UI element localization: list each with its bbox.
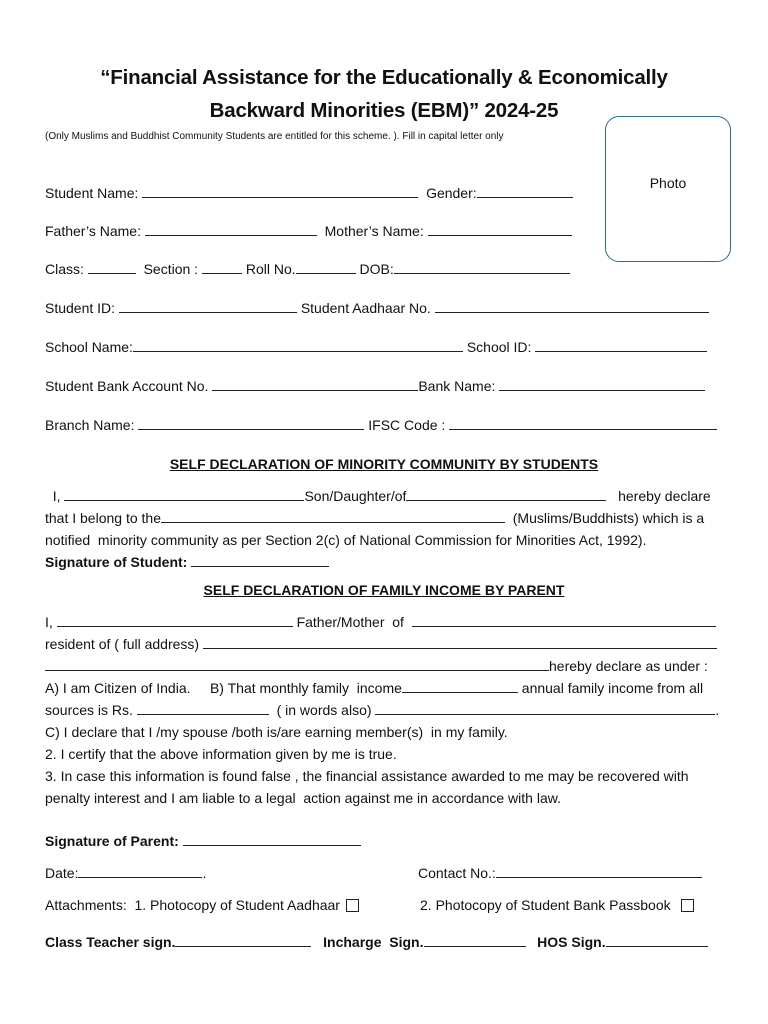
incharge-sign-field[interactable] [424,934,526,947]
date-field[interactable] [78,865,202,878]
hereby-declare-label: hereby declare [618,488,711,504]
address-field-1[interactable] [203,636,717,649]
son-daughter-label: Son/Daughter/of [304,488,407,504]
parents-row [45,223,572,239]
form-title-line-1: “Financial Assistance for the Educationally & Economically [100,66,668,89]
signatures-row [45,934,708,950]
section-field[interactable] [202,261,242,274]
minority-parent-name-field[interactable] [406,488,606,501]
class-teacher-sign-label: Class Teacher sign. [45,934,176,950]
hos-sign-field[interactable] [606,934,708,947]
mother-name-label: Mother’s Name: [324,223,424,239]
annual-income-label: annual family income from all [521,680,704,696]
school-id-label: School ID: [466,339,532,355]
passbook-checkbox[interactable] [681,899,694,912]
attachment-passbook-label: 2. Photocopy of Student Bank Passbook [420,897,671,913]
monthly-income-field[interactable] [402,680,518,693]
gender-label: Gender: [426,185,477,201]
bank-name-field[interactable] [499,378,705,391]
class-label: Class: [45,261,84,277]
income-words-dot: . [715,702,720,718]
minority-line-1 [45,488,711,504]
aadhaar-checkbox[interactable] [346,899,359,912]
minority-declaration-heading: SELF DECLARATION OF MINORITY COMMUNITY BY STUDENTS [169,456,599,472]
income-line-5 [45,702,719,718]
attachment-aadhaar-label: Attachments: 1. Photocopy of Student Aadhaar [45,897,340,913]
income-line-4 [45,680,703,696]
incharge-sign-label: Incharge Sign. [323,934,424,950]
date-label: Date: [45,865,79,881]
dob-label: DOB: [359,261,394,277]
income-declaration-heading: SELF DECLARATION OF FAMILY INCOME BY PARENT [203,582,565,598]
student-id-label: Student ID: [45,300,116,316]
section-label: Section : [143,261,199,277]
annual-income-rs-field[interactable] [137,702,269,715]
in-words-label: ( in words also) [276,702,372,718]
parent-signature-row [45,833,361,849]
father-name-label: Father’s Name: [45,223,141,239]
income-line-1 [45,614,716,630]
school-row [45,339,707,355]
resident-label: resident of ( full address) [45,636,200,652]
class-teacher-sign-field[interactable] [175,934,311,947]
student-id-field[interactable] [119,300,297,313]
muslims-buddhists-label: (Muslims/Buddhists) which is a [512,510,705,526]
father-name-field[interactable] [145,223,317,236]
father-mother-label: Father/Mother of [296,614,404,630]
school-name-label: School Name: [45,339,133,355]
declaration-3b: penalty interest and I am liable to a legal action against me in accordance with law. [45,790,561,806]
date-dot: . [202,865,207,881]
ward-name-field[interactable] [412,614,716,627]
citizen-label: A) I am Citizen of India. [45,680,191,696]
student-name-label: Student Name: [45,185,139,201]
form-title-line-2: Backward Minorities (EBM)” 2024-25 [209,99,559,122]
sources-label: sources is Rs. [45,702,133,718]
contact-row [418,865,702,881]
class-row [45,261,570,277]
student-name-field[interactable] [142,185,418,198]
photo-box[interactable] [605,116,731,262]
bank-name-label: Bank Name: [418,378,496,394]
ifsc-field[interactable] [449,417,717,430]
ifsc-label: IFSC Code : [368,417,446,433]
income-line-3 [45,658,708,674]
income-in-words-field[interactable] [375,702,715,715]
declaration-2: 2. I certify that the above information given by me is true. [45,746,397,762]
income-line-2 [45,636,717,652]
roll-field[interactable] [296,261,356,274]
belong-label: that I belong to the [45,510,161,526]
minority-line-2 [45,510,704,526]
dob-field[interactable] [394,261,570,274]
hereby-declare-under-label: hereby declare as under : [549,658,708,674]
community-field[interactable] [161,510,505,523]
branch-name-field[interactable] [138,417,364,430]
class-field[interactable] [88,261,136,274]
student-signature-field[interactable] [191,554,329,567]
eligibility-note: (Only Muslims and Buddhist Community Students are entitled for this scheme. ). Fill in capital letter only [45,131,504,142]
declaration-3a: 3. In case this information is found false , the financial assistance awarded to me may be recovered with [45,768,689,784]
minority-line-3: notified minority community as per Section 2(c) of National Commission for Minorities Act, 1992). [45,532,647,548]
hos-sign-label: HOS Sign. [537,934,606,950]
bank-account-field[interactable] [212,378,418,391]
attachment-passbook-row [420,897,694,913]
minority-i-label: I, [52,488,61,504]
contact-label: Contact No.: [418,865,496,881]
branch-name-label: Branch Name: [45,417,135,433]
attachments-row [45,897,359,913]
branch-row [45,417,717,433]
income-i-label: I, [45,614,53,630]
bank-row [45,378,705,394]
aadhaar-field[interactable] [435,300,709,313]
student-signature-label: Signature of Student: [45,554,188,570]
gender-field[interactable] [477,185,573,198]
student-id-row [45,300,709,316]
declaration-c: C) I declare that I /my spouse /both is/are earning member(s) in my family. [45,724,508,740]
parent-signature-label: Signature of Parent: [45,833,179,849]
student-name-row [45,185,573,201]
date-row [45,865,206,881]
mother-name-field[interactable] [428,223,572,236]
aadhaar-label: Student Aadhaar No. [300,300,431,316]
parent-name-field[interactable] [57,614,293,627]
parent-signature-field[interactable] [183,833,361,846]
school-id-field[interactable] [535,339,707,352]
minority-student-name-field[interactable] [64,488,304,501]
student-signature-row [45,554,329,570]
address-field-2[interactable] [45,658,549,671]
bank-account-label: Student Bank Account No. [45,378,209,394]
photo-label: Photo [649,175,687,191]
contact-field[interactable] [496,865,702,878]
roll-label: Roll No. [245,261,296,277]
school-name-field[interactable] [133,339,463,352]
monthly-income-label: B) That monthly family income [209,680,402,696]
